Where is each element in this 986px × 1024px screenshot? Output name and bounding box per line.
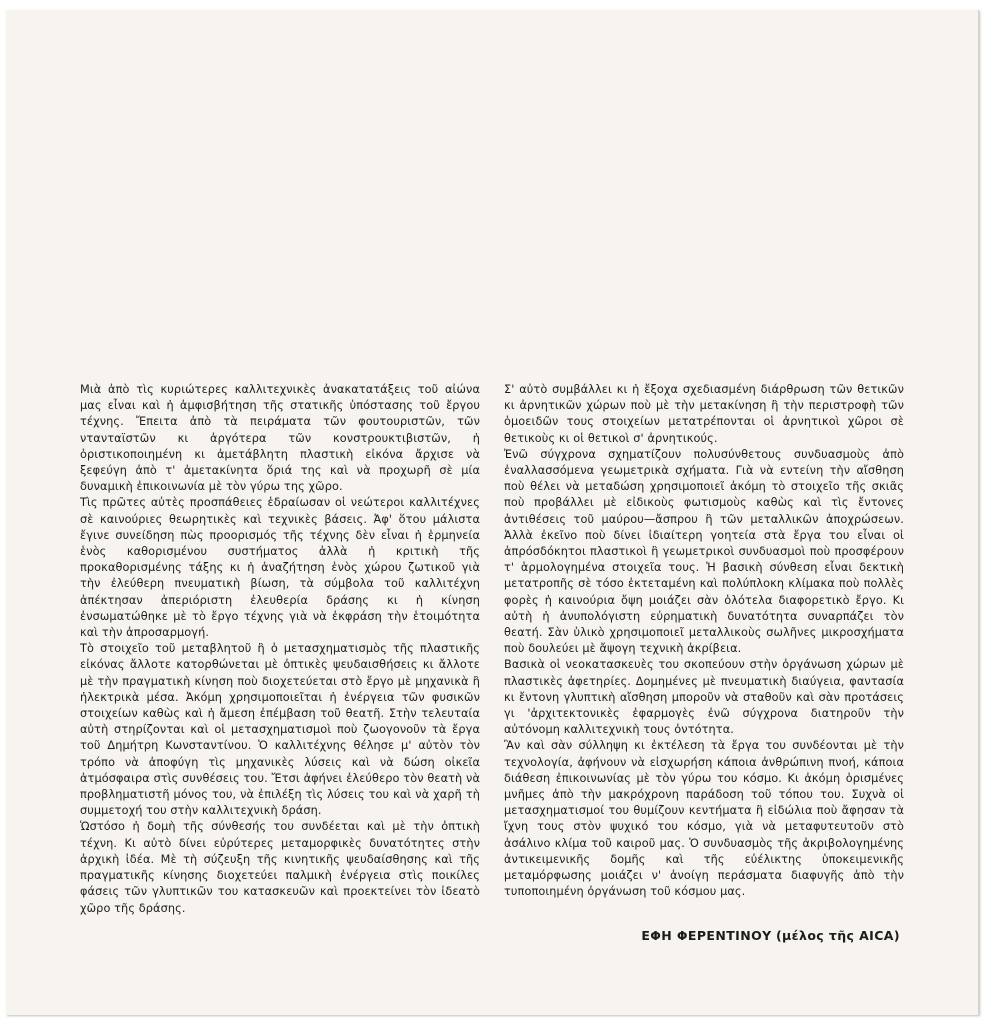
paragraph: Σ' αὐτὸ συμβάλλει κι ἡ ἔξοχα σχεδιασμένη διάρθρωση τῶν θετικῶν κι ἀρνητικῶν χώρων ποὺ μὲ τὴν μετακίνηση ἢ τὴν περιστροφὴ τῶν ὁμοειδῶν τους στοιχείων μετατρέπονται οἱ ἀρνητικοὶ χῶροι σὲ θετικοὺς κι οἱ θετικοὶ σ' ἀρνητικούς. [504,383,904,445]
right-text-column [504,382,904,901]
left-text-column [80,382,480,917]
paragraph: Μιὰ ἀπὸ τὶς κυριώτερες καλλιτεχνικὲς ἀνακατατάξεις τοῦ αἰώνα μας εἶναι καὶ ἡ ἀμφισβήτηση τῆς στατικῆς ὑπόστασης τοῦ ἔργου τέχνης. Ἔπειτα ἀπὸ τὰ πειράματα τῶν φουτουριστῶν, τῶν ντανταϊστῶν κι ἀργότερα τῶν κονστρουκτιβιστῶν, ἡ ὁριστικοποιημένη κι ἀμετάβλητη πλαστικὴ εἰκόνα ἄρχισε νὰ ξεφεύγη ἀπὸ τ' ἀμετακίνητα ὅριά της καὶ νὰ προχωρῆ σὲ μία δυναμικὴ ἐπικοινωνία μὲ τὸν γύρω της χῶρο. [80,383,480,494]
paragraph: Τὶς πρῶτες αὐτὲς προσπάθειες ἑδραίωσαν οἱ νεώτεροι καλλιτέχνες σὲ καινούριες θεωρητικὲς καὶ τεχνικὲς βάσεις. Ἀφ' ὅτου μάλιστα ἔγινε συνείδηση πὼς προορισμός τῆς τέχνης δὲν εἶναι ἡ ἑρμηνεία ἑνὸς καθορισμένου συστήματος ἀλλὰ ἡ κριτικὴ τῆς προκαθορισμένης τάξης κι ἡ ἀναζήτηση ἑνὸς χώρου ζωτικοῦ γιὰ τὴν ἐλεύθερη πνευματικὴ βίωση, τὰ σύμβολα τοῦ καλλιτέχνη ἀπέκτησαν ἀπεριόριστη ἐλευθερία δράσης κι ἡ κίνηση ἐνσωματώθηκε μὲ τὸ ἔργο τέχνης γιὰ νὰ ἐκφράση τὴν ἑτοιμότητα καὶ τὴν ἀπροσαρμογή. [80,496,480,640]
paragraph: Ἂν καὶ σὰν σύλληψη κι ἐκτέλεση τὰ ἔργα του συνδέονται μὲ τὴν τεχνολογία, ἀφήνουν νὰ εἰσχωρήση κάποια ἀνθρώπινη πνοή, κάποια διάθεση ἐπικοινωνίας μὲ τὸν γύρω του κόσμο. Κι ἀκόμη ὁρισμένες μνῆμες ἀπὸ τὴν μακρόχρονη παράδοση τοῦ τόπου του. Συχνὰ οἱ μετασχηματισμοί του θυμίζουν κεντήματα ἢ εἰδώλια ποὺ ἄφησαν τὰ ἴχνη τους στὸν ψυχικό του κόσμο, γιὰ νὰ μεταφυτευτοῦν στὸ ἀσάλινο κλίμα τοῦ καιροῦ μας. Ὁ συνδυασμὸς τῆς ἀκριβολογημένης ἀντικειμενικῆς δομῆς καὶ τῆς εὐέλικτης ὑποκειμενικῆς μεταμόρφωσης μοιάζει ν' ἀνοίγη περάσματα διαφυγῆς ἀπὸ τὴν τυποποιημένη ὀργάνωση τοῦ κόσμου μας. [504,739,904,899]
author-role: (μέλος τῆς AICA) [775,928,900,943]
author-name: ΕΦΗ ΦΕΡΕΝΤΙΝΟΥ [641,928,772,943]
paragraph: Βασικὰ οἱ νεοκατασκευὲς του σκοπεύουν στὴν ὀργάνωση χώρων μὲ πλαστικὲς ἀφετηρίες. Δομημένες μὲ πνευματικὴ διαύγεια, φαντασία κι ἔντονη γλυπτικὴ αἴσθηση μποροῦν νὰ σταθοῦν καὶ σὰν προτάσεις γι 'ἀρχιτεκτονικὲς ἐφαρμογὲς ἐνῶ σύγχρονα διατηροῦν τὴν αὐτόνομη καλλιτεχνικὴ τους ὀντότητα. [504,658,904,737]
author-signature [641,928,900,943]
document-page [6,10,979,1015]
paragraph: Τὸ στοιχεῖο τοῦ μεταβλητοῦ ἢ ὁ μετασχηματισμὸς τῆς πλαστικῆς εἰκόνας ἄλλοτε κατορθώνεται μὲ ὀπτικὲς ψευδαισθήσεις κι ἄλλοτε μὲ τὴν πραγματικὴ κίνηση ποὺ διοχετεύεται στὸ ἔργο μὲ μηχανικὰ ἢ ἠλεκτρικὰ μέσα. Ἀκόμη χρησιμοποιεῖται ἡ ἐνέργεια τῶν φυσικῶν στοιχείων καθὼς καὶ ἡ ἄμεση ἐπέμβαση τοῦ θεατῆ. Στὴν τελευταία αὐτὴ στηρίζονται καὶ οἱ μετασχηματισμοὶ ποὺ ζωογονοῦν τὰ ἔργα τοῦ Δημήτρη Κωνσταντίνου. Ὁ καλλιτέχνης θέλησε μ' αὐτὸν τὸν τρόπο νὰ ἀποφύγη τὶς μηχανικὲς λύσεις καὶ νὰ δώση οἰκεῖα ἀτμόσφαιρα στὶς συνθέσεις του. Ἔτσι ἀφήνει ἐλεύθερο τὸν θεατὴ νὰ προβληματιστῆ μόνος του, νὰ ἐπιλέξη τὶς λύσεις του καὶ νὰ χαρῆ τὴ συμμετοχή του στὴν καλλιτεχνικὴ δράση. [80,642,480,818]
paragraph: Ὡστόσο ἡ δομὴ τῆς σύνθεσής του συνδέεται καὶ μὲ τὴν ὀπτικὴ τέχνη. Κι αὐτὸ δίνει εὐρύτερες μεταμορφικὲς δυνατότητες στὴν ἀρχικὴ ἰδέα. Μὲ τὴ σύζευξη τῆς κινητικῆς ψευδαίσθησης καὶ τῆς πραγματικῆς κίνησης διοχετεύει παλμικὴ ἐνέργεια στὶς ποικίλες φάσεις τῶν γλυπτικῶν του κατασκευῶν καὶ προεκτείνει τὸν ἰδεατὸ χῶρο τῆς δράσης. [80,820,480,915]
paragraph: Ἐνῶ σύγχρονα σχηματίζουν πολυσύνθετους συνδυασμοὺς ἀπὸ ἐναλλασσόμενα γεωμετρικὰ σχήματα. Γιὰ νὰ εντείνη τὴν αἴσθηση ποὺ θέλει νὰ μεταδώση χρησιμοποιεῖ ἀκόμη τὸ στοιχεῖο τῆς σκιᾶς ποὺ προβάλλει μὲ εἰδικοὺς φωτισμοὺς καθὼς καὶ τὶς ἔντονες ἀντιθέσεις τοῦ μαύρου—ἄσπρου ἢ τῶν μεταλλικῶν ἀποχρώσεων. Ἀλλὰ ἐκεῖνο ποὺ δίνει ἰδιαίτερη γοητεία στὰ ἔργα του εἶναι οἱ ἀπρόσδόκητοι πλαστικοὶ ἢ γεωμετρικοὶ συνδυασμοὶ ποὺ προσφέρουν τ' ἁρμολογημένα στοιχεῖα τους. Ἡ βασικὴ σύνθεση εἶναι δεκτικὴ μετατροπῆς σὲ τόσο ἐκτεταμένη καὶ πολύπλοκη κλίμακα ποὺ πολλὲς φορὲς ἡ καινούρια ὄψη μοιάζει σὰν ὁλότελα διαφορετικὸ ἔργο. Κι αὐτὴ ἡ ἀνυπολόγιστη εὐρηματικὴ δυνατότητα συναρπάζει τὸν θεατή. Σὰν ὑλικὸ χρησιμοποιεῖ μεταλλικοὺς σωλῆνες μικροσχήματα ποὺ δουλεύει μὲ ἄψογη τεχνικὴ ἀκρίβεια. [504,447,904,656]
